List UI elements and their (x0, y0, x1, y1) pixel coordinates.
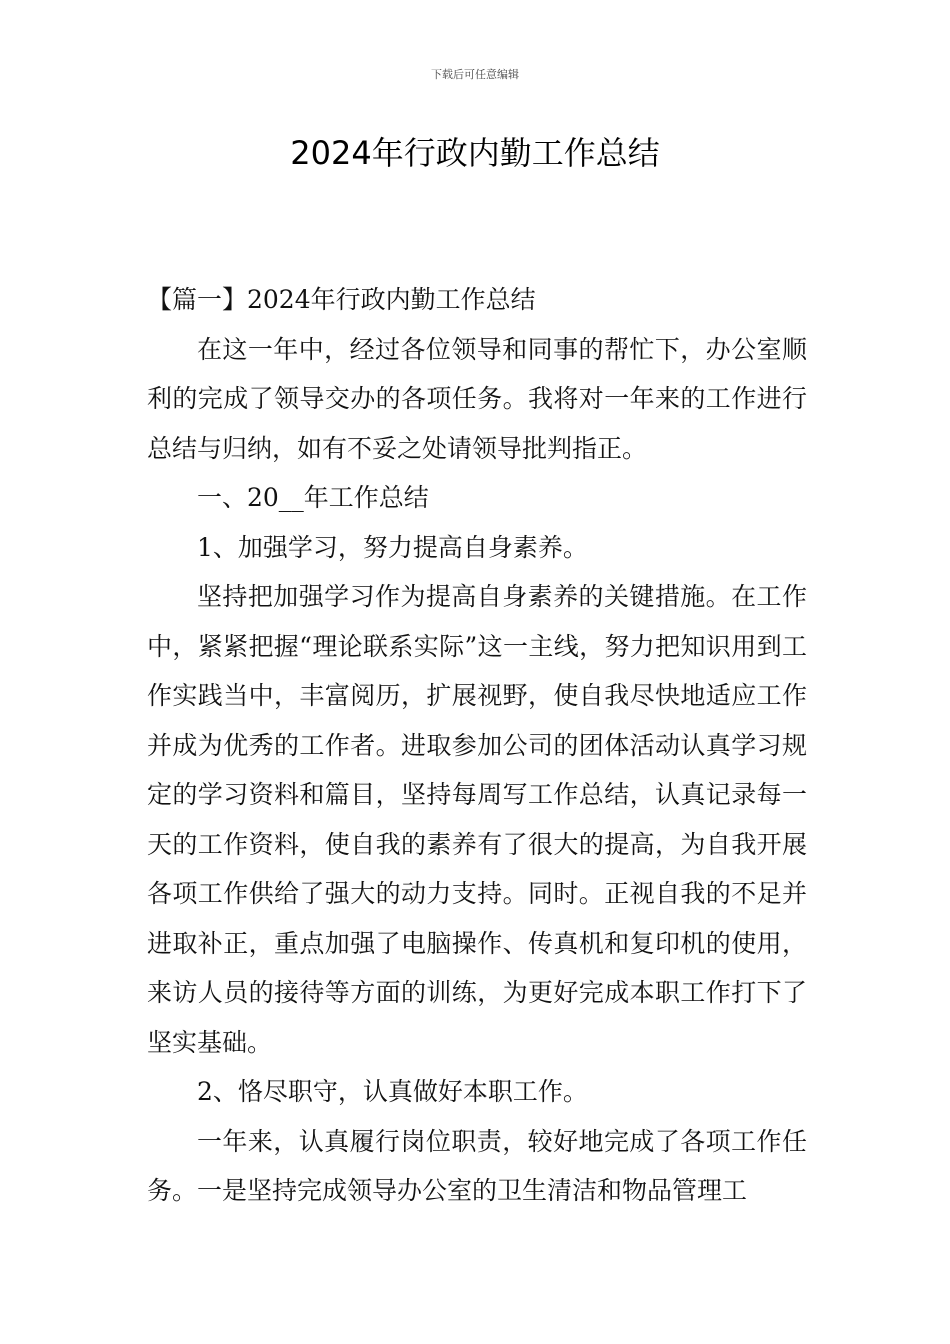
item-heading: 2、恪尽职守，认真做好本职工作。 (197, 1077, 588, 1106)
section-heading: 【篇一】2024年行政内勤工作总结 (147, 285, 536, 314)
body-paragraph: 在这一年中，经过各位领导和同事的帮忙下，办公室顺利的完成了领导交办的各项任务。我将对一年来的工作进行总结与归纳，如有不妥之处请领导批判指正。 (147, 334, 807, 463)
document-body (147, 275, 807, 1216)
body-paragraph: 一年来，认真履行岗位职责，较好地完成了各项工作任务。一是坚持完成领导办公室的卫生清洁和物品管理工 (147, 1126, 807, 1205)
subsection-heading: 一、20__年工作总结 (197, 483, 429, 512)
item-heading: 1、加强学习，努力提高自身素养。 (197, 532, 588, 562)
watermark-text: 下载后可任意编辑 (431, 68, 519, 81)
document-title: 2024年行政内勤工作总结 (290, 134, 660, 172)
body-paragraph: 坚持把加强学习作为提高自身素养的关键措施。在工作中，紧紧把握“理论联系实际”这一主线，努力把知识用到工作实践当中，丰富阅历，扩展视野，使自我尽快地适应工作并成为优秀的工作者。进取参加公司的团体活动认真学习规定的学习资料和篇目，坚持每周写工作总结，认真记录每一天的工作资料，使自我的素养有了很大的提高，为自我开展各项工作供给了强大的动力支持。同时。正视自我的不足并进取补正，重点加强了电脑操作、传真机和复印机的使用，来访人员的接待等方面的训练，为更好完成本职工作打下了坚实基础。 (147, 582, 807, 1057)
